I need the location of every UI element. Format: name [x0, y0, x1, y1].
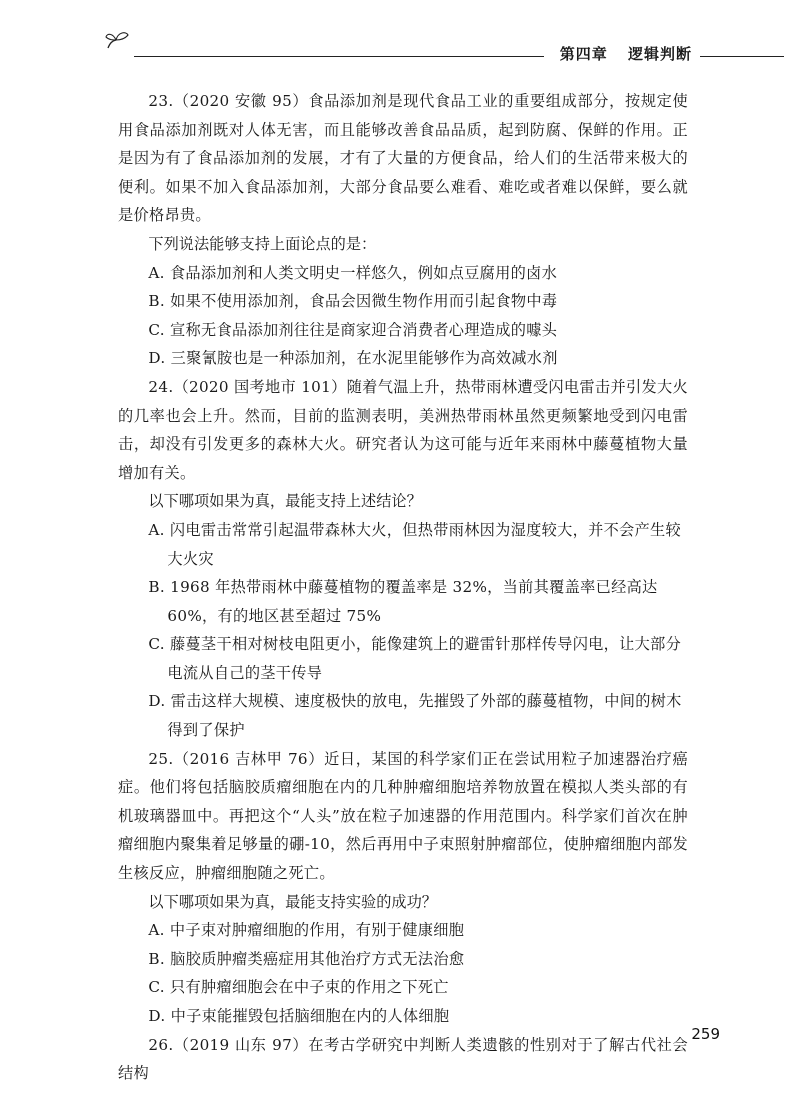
question-stem: 24.（2020 国考地市 101）随着气温上升，热带雨林遭受闪电雷击并引发大火的几率也会上升。然而，目前的监测表明，美洲热带雨林虽然更频繁地受到闪电雷击，却没有引发更多的森林大火。研究者认为这可能与近年来雨林中藤蔓植物大量增加有关。	[118, 377, 688, 482]
question-prompt: 以下哪项如果为真，最能支持上述结论？	[148, 492, 422, 511]
option-c: C. 只有肿瘤细胞会在中子束的作用之下死亡	[148, 978, 449, 997]
question-23	[118, 87, 688, 373]
question-stem: 23.（2020 安徽 95）食品添加剂是现代食品工业的重要组成部分，按规定使用食品添加剂既对人体无害，而且能够改善食品品质，起到防腐、保鲜的作用。正是因为有了食品添加剂的发展，才有了大量的方便食品，给人们的生活带来极大的便利。如果不加入食品添加剂，大部分食品要么难看、难吃或者难以保鲜，要么就是价格昂贵。	[118, 92, 688, 225]
question-24	[118, 373, 688, 745]
option-c: C. 藤蔓茎干相对树枝电阻更小，能像建筑上的避雷针那样传导闪电，让大部分电流从自己的茎干传导	[148, 635, 682, 682]
sprout-icon	[104, 28, 132, 52]
chapter-number: 第四章	[559, 45, 608, 63]
option-a: A. 食品添加剂和人类文明史一样悠久，例如点豆腐用的卤水	[148, 263, 558, 282]
page-body	[118, 87, 688, 1088]
question-stem: 26.（2019 山东 97）在考古学研究中判断人类遗骸的性别对于了解古代社会结构	[118, 1035, 688, 1083]
question-25	[118, 745, 688, 1031]
option-a: A. 闪电雷击常常引起温带森林大火，但热带雨林因为湿度较大，并不会产生较大火灾	[148, 520, 682, 568]
question-26	[118, 1031, 688, 1088]
chapter-title	[560, 43, 692, 64]
option-d: D. 雷击这样大规模、速度极快的放电，先摧毁了外部的藤蔓植物，中间的树木得到了保护	[148, 692, 682, 740]
option-b: B. 如果不使用添加剂，食品会因微生物作用而引起食物中毒	[148, 292, 558, 311]
header-rule-left	[134, 56, 544, 57]
question-prompt: 下列说法能够支持上面论点的是：	[148, 234, 377, 253]
section-name: 逻辑判断	[627, 45, 692, 63]
option-d: D. 三聚氰胺也是一种添加剂，在水泥里能够作为高效减水剂	[148, 349, 558, 368]
option-b: B. 1968 年热带雨林中藤蔓植物的覆盖率是 32%，当前其覆盖率已经高达 60%，有的地区甚至超过 75%	[148, 578, 658, 625]
question-stem: 25.（2016 吉林甲 76）近日，某国的科学家们正在尝试用粒子加速器治疗癌症。他们将包括脑胶质瘤细胞在内的几种肿瘤细胞培养物放置在模拟人类头部的有机玻璃器皿中。再把这个“人头”放在粒子加速器的作用范围内。科学家们首次在肿瘤细胞内聚集着足够量的硼-10，然后再用中子束照射肿瘤部位，使肿瘤细胞内部发生核反应，肿瘤细胞随之死亡。	[118, 749, 688, 883]
question-prompt: 以下哪项如果为真，最能支持实验的成功？	[148, 892, 437, 911]
header-rule-right	[700, 56, 784, 57]
option-b: B. 脑胶质肿瘤类癌症用其他治疗方式无法治愈	[148, 949, 465, 968]
running-header	[104, 28, 784, 64]
option-c: C. 宣称无食品添加剂往往是商家迎合消费者心理造成的噱头	[148, 320, 558, 339]
page-number: 259	[691, 1025, 720, 1043]
option-a: A. 中子束对肿瘤细胞的作用，有别于健康细胞	[148, 921, 465, 940]
option-d: D. 中子束能摧毁包括脑细胞在内的人体细胞	[148, 1007, 450, 1025]
